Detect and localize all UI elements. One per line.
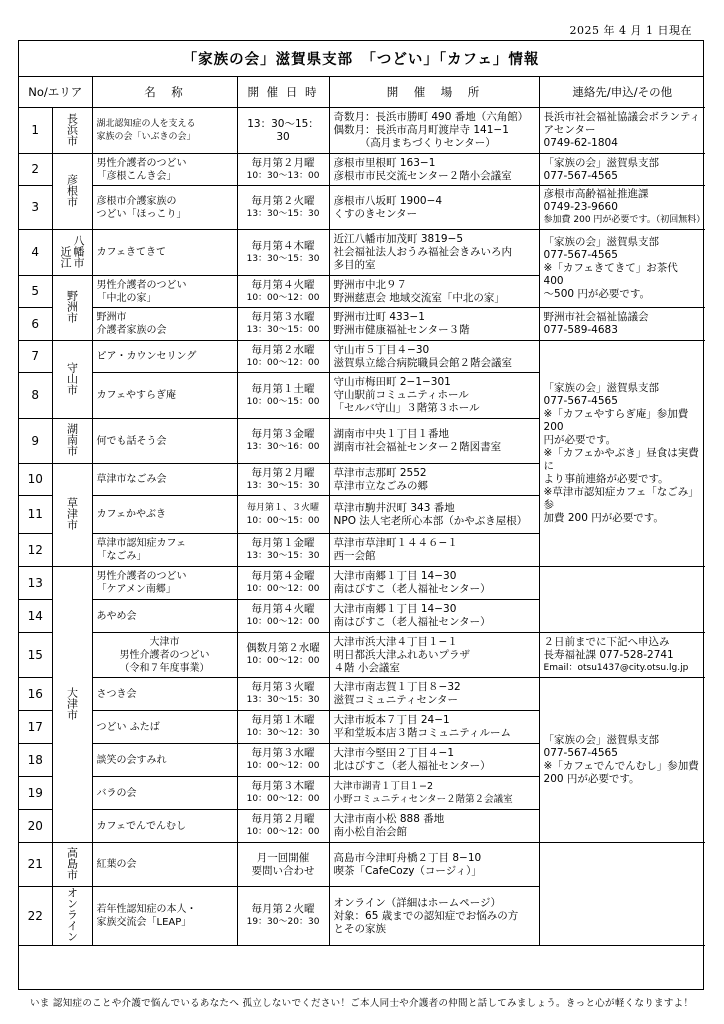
row-number: 12 [19,534,52,567]
event-time: 13：30〜15：30 [246,253,320,264]
area-cell [52,843,92,887]
row-number: 14 [19,600,52,633]
event-time-cell [237,633,329,678]
contact-text: 彦根市高齢福祉推進課 0749-23-9660 [543,188,649,213]
event-place: 野洲市中北９７ 野洲慈恵会 地域交流室「中北の家」 [329,276,539,308]
row-number: 17 [19,711,52,744]
table-row [19,108,705,154]
event-place: オンライン（詳細はホームページ） 対象：65 歳までの認知症でお悩みの方 とその家族 [329,887,539,946]
event-name: あやめ会 [92,600,237,633]
event-time-cell [237,308,329,341]
event-name: 彦根市介護家族の つどい「ほっこり」 [92,186,237,230]
row-number: 20 [19,810,52,843]
area-cell [52,464,92,567]
header-place: 開 催 場 所 [329,77,539,108]
event-name: 談笑の会すみれ [92,744,237,777]
row-number: 11 [19,496,52,534]
row-number: 21 [19,843,52,887]
event-day: 偶数月第２水曜 [246,642,320,654]
table-row [19,633,705,678]
event-time: 13：30〜15：00 [246,325,320,335]
contact-info: 「家族の会」滋賀県支部 077-567-4565 ※「カフェでんでんむし」参加費 200 円が必要です。 [539,678,705,843]
event-time-cell [237,276,329,308]
contact-info [539,633,705,678]
row-number: 8 [19,373,52,419]
table-row [19,843,705,887]
area-cell [52,887,92,946]
event-time-cell [237,711,329,744]
area-label: 守山市 [65,361,79,395]
event-place: 草津市草津町１４４６−１ 西一会館 [329,534,539,567]
event-time: 10：00〜12：00 [246,761,320,771]
event-day: 毎月第２月曜 [251,466,315,479]
event-place: 大津市南郷１丁目 14−30 南はびすこ（老人福祉センター） [329,567,539,600]
row-number: 5 [19,276,52,308]
event-name: 男性介護者のつどい 「彦根こんき会」 [92,154,237,186]
page-title: 「家族の会」滋賀県支部 「つどい」「カフェ」情報 [19,41,703,77]
event-day: 毎月第３木曜 [251,780,315,792]
event-time: 10：00〜12：00 [246,292,320,303]
event-name: 草津市なごみ会 [92,464,237,496]
event-time-cell [237,600,329,633]
header-name: 名 称 [92,77,237,108]
event-place: 彦根市八坂町 1900−4 くすのきセンター [329,186,539,230]
contact-info: 「家族の会」滋賀県支部 077-567-4565 ※「カフェきてきて」お茶代 400 〜500 円が必要です。 [539,230,705,308]
event-time-cell [237,777,329,810]
event-name: 湖北認知症の人を支える 家族の会「いぶきの会」 [92,108,237,154]
area-label: 近江 [59,245,72,268]
event-time-cell [237,843,329,887]
event-name: カフェきてきて [92,230,237,276]
event-day: 毎月第３水曜 [251,311,315,323]
table-header-row [19,77,705,108]
event-time: 10：00〜15：00 [246,515,320,526]
event-time-cell [237,496,329,534]
event-place: 大津市南志賀１丁目８−32 滋賀コミュニティセンター [329,678,539,711]
event-name: 男性介護者のつどい 「ケアメン南郷」 [92,567,237,600]
event-time: 10：00〜12：00 [246,617,320,627]
row-number: 6 [19,308,52,341]
event-time-cell [237,678,329,711]
row-number: 2 [19,154,52,186]
event-place: 彦根市里根町 163−1 彦根市市民交流センター２階小会議室 [329,154,539,186]
area-cell [52,230,92,276]
event-day: 毎月第４金曜 [251,570,315,582]
event-time: 19：30〜20：30 [246,917,320,927]
event-time-cell [237,154,329,186]
row-number: 3 [19,186,52,230]
table-row [19,567,705,600]
contact-info: 「家族の会」滋賀県支部 077-567-4565 [539,154,705,186]
event-time-cell [237,567,329,600]
event-day: 毎月第４火曜 [251,278,315,291]
event-time: 13：30〜16：00 [246,442,320,452]
event-time: 13：30〜15：30 [247,117,319,143]
row-number: 22 [19,887,52,946]
event-name: カフェかやぶき [92,496,237,534]
row-number: 13 [19,567,52,600]
info-table-frame [18,40,704,990]
event-day: 毎月第３火曜 [251,681,315,693]
event-time: 13：30〜15：30 [246,208,320,219]
area-cell [52,341,92,419]
event-time-cell [237,186,329,230]
table-row [19,308,705,341]
event-place: 大津市南郷１丁目 14−30 南はびすこ（老人福祉センター） [329,600,539,633]
event-time: 10：00〜12：00 [246,357,320,368]
event-name: 若年性認知症の本人・ 家族交流会「LEAP」 [92,887,237,946]
event-day: 毎月第２火曜 [251,903,315,915]
table-row [19,230,705,276]
event-place: 大津市坂本７丁目 24−1 平和堂坂本店３階コミュニティルーム [329,711,539,744]
row-number: 16 [19,678,52,711]
area-label: 長浜市 [65,112,79,146]
event-name: 紅葉の会 [92,843,237,887]
area-cell [52,276,92,341]
contact-text: ２日前までに下記へ申込み 長寿福祉課 077-528-2741 [543,635,674,661]
event-time-cell [237,341,329,373]
event-name: ピア・カウンセリング [92,341,237,373]
area-label: オンライン [65,887,79,942]
event-place: 野洲市辻町 433−1 野洲市健康福祉センター３階 [329,308,539,341]
contact-info-empty [539,567,705,633]
event-day: 毎月第１、３火曜 [247,502,320,513]
event-time-cell [237,887,329,946]
event-time: 10：30〜12：30 [246,728,320,738]
event-time-cell [237,373,329,419]
row-number: 19 [19,777,52,810]
area-label: 彦根市 [65,173,79,207]
event-time-cell [237,810,329,843]
contact-info: 野洲市社会福祉協議会 077-589-4683 [539,308,705,341]
table-row [19,341,705,373]
event-day: 毎月第３水曜 [251,747,315,759]
event-day: 毎月第１金曜 [251,537,315,549]
footer-message: いま 認知症のことや介護で悩んでいるあなたへ 孤立しないでください！ご本人同士や介護者の仲間と話してみましょう。きっと心が軽くなりますよ！ [30,998,694,1009]
event-time-cell [237,534,329,567]
event-name: 野洲市 介護者家族の会 [92,308,237,341]
event-day: 毎月第１木曜 [251,714,315,726]
event-place: 草津市志那町 2552 草津市立なごみの郷 [329,464,539,496]
event-day: 毎月第４木曜 [251,239,315,252]
event-place: 大津市浜大津４丁目１−１ 明日都浜大津ふれあいプラザ ４階 小会議室 [329,633,539,678]
event-day: 毎月第２月曜 [251,156,315,169]
event-name: 草津市認知症カフェ 「なごみ」 [92,534,237,567]
area-cell [52,567,92,843]
event-time: 10：30〜13：00 [246,170,320,181]
row-number: 9 [19,419,52,464]
event-place: 草津市駒井沢町 343 番地 NPO 法人宅老所心本部（かやぶき屋根） [329,496,539,534]
event-time-cell [237,108,329,154]
area-label: 高島市 [65,846,79,880]
event-place: 大津市今堅田２丁目４−1 北はびすこ（老人福祉センター） [329,744,539,777]
contact-info-empty [539,843,705,946]
area-cell [52,154,92,230]
table-row [19,678,705,711]
event-time: 10：00〜12：00 [246,794,320,804]
event-day: 毎月第２水曜 [251,343,315,356]
area-cell [52,419,92,464]
table-row [19,186,705,230]
event-place: 大津市南小松 888 番地 南小松自治会館 [329,810,539,843]
event-place: 大津市湖青１丁目１−2 小野コミュニティセンター２階第２会議室 [329,777,539,810]
contact-info [539,186,705,230]
event-time: 10：00〜12：00 [246,656,320,666]
event-time: 13：30〜15：30 [246,695,320,705]
header-time: 開 催 日 時 [237,77,329,108]
row-number: 18 [19,744,52,777]
event-place: 近江八幡市加茂町 3819−5 社会福祉法人おうみ福祉会きみいろ内 多目的室 [329,230,539,276]
event-name: バラの会 [92,777,237,810]
area-label: 野洲市 [65,290,79,323]
event-name: 男性介護者のつどい 「中北の家」 [92,276,237,308]
area-label: 大津市 [65,686,79,720]
event-name: カフェやすらぎ庵 [92,373,237,419]
event-time: 13：30〜15：30 [246,480,320,491]
event-place: 高島市今津町舟橋２丁目 8−10 喫茶「CafeCozy（コージィ）」 [329,843,539,887]
event-name: つどい ふたば [92,711,237,744]
row-number: 15 [19,633,52,678]
event-time-cell [237,744,329,777]
event-day: 毎月第２火曜 [251,194,315,207]
row-number: 10 [19,464,52,496]
event-place: 守山市梅田町 2−1−301 守山駅前コミュニティホール 「セルバ守山」３階第３ホール [329,373,539,419]
header-contact: 連絡先/申込/その他 [539,77,705,108]
as-of-date: 2025 年 4 月 1 日現在 [569,24,692,37]
event-time-cell [237,464,329,496]
event-place: 奇数月：長浜市勝町 490 番地（六角館） 偶数月：長浜市高月町渡岸寺 141−1 （高月まちづくりセンター） [329,108,539,154]
event-name: さつき会 [92,678,237,711]
area-label: 八幡市 [72,234,85,268]
event-time-cell [237,419,329,464]
fee-note: 参加費 200 円が必要です。（初回無料） [543,215,706,225]
event-day: 毎月第２月曜 [251,813,315,825]
row-number: 1 [19,108,52,154]
event-day: 月一回開催 [256,851,310,864]
contact-info: 「家族の会」滋賀県支部 077-567-4565 ※「カフェやすらぎ庵」参加費 200 円が必要です。 ※「カフェかやぶき」昼食は実費に より事前連絡が必要です。 ※草津市認知症カフェ「なごみ」参 加費 200 円が必要です。 [539,341,705,567]
event-time: 13：30〜15：30 [246,551,320,561]
event-time: 10：00〜15：00 [246,396,320,407]
event-time: 要問い合わせ [251,864,315,877]
event-name: 何でも話そう会 [92,419,237,464]
header-no-area: No/エリア [19,77,92,108]
area-label: 草津市 [65,497,79,530]
gathering-table [19,77,705,946]
event-day: 毎月第３金曜 [251,428,315,440]
event-place: 湖南市中央１丁目１番地 湖南市社会福祉センター２階図書室 [329,419,539,464]
event-time: 10：00〜12：00 [246,584,320,594]
contact-email: Email：otsu1437@city.otsu.lg.jp [543,662,689,673]
event-time-cell [237,230,329,276]
event-time: 10：00〜12：00 [246,827,320,837]
row-number: 7 [19,341,52,373]
event-day: 毎月第４火曜 [251,603,315,615]
event-name: カフェでんでんむし [92,810,237,843]
event-name: 大津市 男性介護者のつどい （令和７年度事業） [92,633,237,678]
event-day: 毎月第１土曜 [251,382,315,395]
area-cell [52,108,92,154]
table-row [19,154,705,186]
area-label: 湖南市 [65,423,79,456]
row-number: 4 [19,230,52,276]
contact-info: 長浜市社会福祉協議会ボランティアセンター 0749-62-1804 [539,108,705,154]
event-place: 守山市５丁目４−30 滋賀県立総合病院職員会館２階会議室 [329,341,539,373]
